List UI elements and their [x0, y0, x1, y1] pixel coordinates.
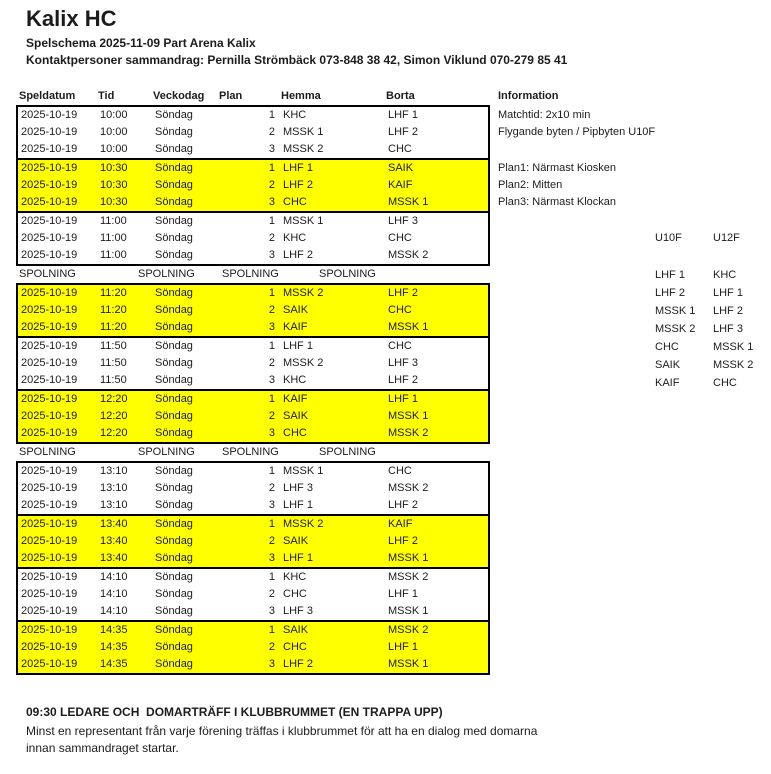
- col-header-plan: Plan: [219, 90, 243, 102]
- match-row: [18, 408, 488, 425]
- spolning-label: SPOLNING: [138, 268, 195, 280]
- cell-home: KAIF: [283, 321, 308, 333]
- cell-plan: 1: [268, 571, 275, 583]
- match-group: [16, 567, 490, 622]
- cell-day: Söndag: [155, 535, 193, 547]
- cell-plan: 1: [268, 215, 275, 227]
- cell-day: Söndag: [155, 162, 193, 174]
- col-header-information: Information: [498, 90, 559, 102]
- cell-plan: 1: [268, 393, 275, 405]
- cell-date: 2025-10-19: [21, 179, 78, 191]
- cell-plan: 2: [268, 232, 275, 244]
- match-row: [18, 302, 488, 319]
- cell-home: LHF 3: [283, 482, 313, 494]
- cell-away: KAIF: [388, 179, 413, 191]
- cell-home: MSSK 2: [283, 357, 324, 369]
- cell-away: MSSK 2: [388, 624, 429, 636]
- meeting-note-line1: Minst en representant från varje förening träffas i klubbrummet för att ha en dialog med domarna: [26, 724, 538, 738]
- cell-date: 2025-10-19: [21, 588, 78, 600]
- cell-day: Söndag: [155, 143, 193, 155]
- cell-day: Söndag: [155, 605, 193, 617]
- cell-date: 2025-10-19: [21, 109, 78, 121]
- cell-date: 2025-10-19: [21, 518, 78, 530]
- cell-date: 2025-10-19: [21, 374, 78, 386]
- cell-home: MSSK 1: [283, 465, 324, 477]
- cell-time: 13:40: [100, 518, 128, 530]
- match-row: [18, 194, 488, 211]
- spolning-label: SPOLNING: [222, 268, 279, 280]
- spolning-label: SPOLNING: [319, 268, 376, 280]
- cell-plan: 1: [268, 109, 275, 121]
- cell-day: Söndag: [155, 552, 193, 564]
- cell-time: 14:35: [100, 641, 128, 653]
- cell-date: 2025-10-19: [21, 571, 78, 583]
- cell-day: Söndag: [155, 499, 193, 511]
- cell-away: MSSK 1: [388, 552, 429, 564]
- cell-date: 2025-10-19: [21, 357, 78, 369]
- cell-plan: 3: [268, 499, 275, 511]
- spolning-label: SPOLNING: [19, 446, 76, 458]
- cell-time: 14:10: [100, 605, 128, 617]
- cell-date: 2025-10-19: [21, 535, 78, 547]
- cell-home: MSSK 2: [283, 287, 324, 299]
- cell-away: MSSK 1: [388, 321, 429, 333]
- cell-home: CHC: [283, 588, 307, 600]
- cell-date: 2025-10-19: [21, 321, 78, 333]
- team-item: CHC: [713, 377, 737, 389]
- col-header-veckodag: Veckodag: [153, 90, 205, 102]
- cell-time: 14:10: [100, 571, 128, 583]
- cell-date: 2025-10-19: [21, 162, 78, 174]
- cell-home: CHC: [283, 427, 307, 439]
- cell-date: 2025-10-19: [21, 465, 78, 477]
- info-plan1: Plan1: Närmast Kiosken: [498, 162, 616, 174]
- match-row: [18, 230, 488, 247]
- u12f-header: U12F: [713, 232, 740, 244]
- cell-away: CHC: [388, 232, 412, 244]
- cell-day: Söndag: [155, 196, 193, 208]
- cell-day: Söndag: [155, 571, 193, 583]
- cell-date: 2025-10-19: [21, 215, 78, 227]
- info-matchtid: Matchtid: 2x10 min: [498, 109, 591, 121]
- cell-home: MSSK 1: [283, 126, 324, 138]
- cell-date: 2025-10-19: [21, 232, 78, 244]
- cell-plan: 1: [268, 518, 275, 530]
- cell-home: MSSK 2: [283, 143, 324, 155]
- cell-time: 10:30: [100, 196, 128, 208]
- cell-plan: 2: [268, 357, 275, 369]
- cell-date: 2025-10-19: [21, 641, 78, 653]
- cell-home: KAIF: [283, 393, 308, 405]
- match-row: [18, 656, 488, 673]
- cell-date: 2025-10-19: [21, 143, 78, 155]
- meeting-note-line2: innan sammandraget startar.: [26, 741, 179, 755]
- cell-plan: 1: [268, 340, 275, 352]
- match-row: [18, 622, 488, 639]
- match-groups: [16, 105, 490, 675]
- team-item: LHF 2: [713, 305, 743, 317]
- cell-time: 11:50: [100, 374, 127, 386]
- cell-day: Söndag: [155, 287, 193, 299]
- match-group: [16, 461, 490, 516]
- col-header-speldatum: Speldatum: [19, 90, 76, 102]
- cell-time: 11:00: [100, 249, 127, 261]
- cell-time: 10:30: [100, 162, 128, 174]
- cell-plan: 2: [268, 410, 275, 422]
- cell-home: KHC: [283, 374, 307, 386]
- team-item: SAIK: [655, 359, 681, 371]
- cell-day: Söndag: [155, 374, 193, 386]
- cell-plan: 3: [268, 321, 275, 333]
- match-row: [18, 639, 488, 656]
- match-row: [18, 497, 488, 514]
- cell-day: Söndag: [155, 482, 193, 494]
- cell-day: Söndag: [155, 304, 193, 316]
- cell-time: 11:50: [100, 357, 127, 369]
- match-row: [18, 550, 488, 567]
- cell-time: 12:20: [100, 427, 128, 439]
- cell-time: 13:10: [100, 482, 128, 494]
- match-row: [18, 533, 488, 550]
- cell-home: LHF 1: [283, 552, 313, 564]
- cell-date: 2025-10-19: [21, 499, 78, 511]
- cell-time: 12:20: [100, 410, 128, 422]
- cell-plan: 1: [268, 624, 275, 636]
- match-row: [18, 177, 488, 194]
- spolning-label: SPOLNING: [222, 446, 279, 458]
- cell-away: MSSK 1: [388, 658, 429, 670]
- cell-away: LHF 1: [388, 393, 418, 405]
- cell-date: 2025-10-19: [21, 249, 78, 261]
- cell-away: CHC: [388, 340, 412, 352]
- cell-day: Söndag: [155, 126, 193, 138]
- table-header-row: [16, 88, 490, 105]
- cell-time: 14:35: [100, 658, 128, 670]
- spolning-row: [16, 444, 490, 461]
- match-row: [18, 603, 488, 620]
- cell-time: 11:20: [100, 304, 127, 316]
- page-title: Kalix HC: [26, 6, 117, 31]
- match-row: [18, 107, 488, 124]
- cell-time: 11:20: [100, 287, 127, 299]
- contacts-line: Kontaktpersoner sammandrag: Pernilla Strömbäck 073-848 38 42, Simon Viklund 070-279 85 41: [26, 53, 568, 67]
- col-header-hemma: Hemma: [281, 90, 321, 102]
- match-group: [16, 105, 490, 160]
- cell-away: LHF 2: [388, 374, 418, 386]
- cell-plan: 2: [268, 535, 275, 547]
- match-group-highlighted: [16, 620, 490, 675]
- team-item: KAIF: [655, 377, 680, 389]
- cell-home: MSSK 1: [283, 215, 324, 227]
- cell-away: CHC: [388, 143, 412, 155]
- cell-away: MSSK 2: [388, 482, 429, 494]
- cell-plan: 1: [268, 162, 275, 174]
- u12f-team-list: [713, 266, 753, 392]
- match-group: [16, 211, 490, 266]
- meeting-heading: 09:30 LEDARE OCH DOMARTRÄFF I KLUBBRUMMET (EN TRAPPA UPP): [26, 705, 443, 719]
- team-item: LHF 3: [713, 323, 743, 335]
- cell-date: 2025-10-19: [21, 605, 78, 617]
- cell-home: LHF 1: [283, 340, 313, 352]
- spolning-label: SPOLNING: [138, 446, 195, 458]
- cell-away: MSSK 2: [388, 571, 429, 583]
- match-group-highlighted: [16, 389, 490, 444]
- match-row: [18, 586, 488, 603]
- match-group-highlighted: [16, 514, 490, 569]
- cell-day: Söndag: [155, 393, 193, 405]
- cell-plan: 3: [268, 196, 275, 208]
- cell-home: LHF 2: [283, 658, 313, 670]
- cell-day: Söndag: [155, 427, 193, 439]
- cell-away: LHF 3: [388, 357, 418, 369]
- cell-plan: 2: [268, 641, 275, 653]
- cell-away: LHF 2: [388, 535, 418, 547]
- cell-date: 2025-10-19: [21, 410, 78, 422]
- cell-day: Söndag: [155, 410, 193, 422]
- cell-date: 2025-10-19: [21, 287, 78, 299]
- cell-day: Söndag: [155, 641, 193, 653]
- cell-home: SAIK: [283, 624, 309, 636]
- match-row: [18, 141, 488, 158]
- team-item: LHF 2: [655, 287, 685, 299]
- cell-plan: 2: [268, 588, 275, 600]
- cell-date: 2025-10-19: [21, 427, 78, 439]
- cell-time: 11:00: [100, 232, 127, 244]
- match-row: [18, 355, 488, 372]
- match-group-highlighted: [16, 158, 490, 213]
- match-row: [18, 372, 488, 389]
- cell-away: LHF 2: [388, 499, 418, 511]
- match-group: [16, 336, 490, 391]
- spolning-label: SPOLNING: [19, 268, 76, 280]
- cell-away: MSSK 2: [388, 249, 429, 261]
- cell-away: CHC: [388, 304, 412, 316]
- cell-date: 2025-10-19: [21, 126, 78, 138]
- cell-plan: 1: [268, 465, 275, 477]
- team-item: MSSK 1: [713, 341, 754, 353]
- cell-plan: 3: [268, 605, 275, 617]
- team-item: LHF 1: [713, 287, 743, 299]
- cell-day: Söndag: [155, 249, 193, 261]
- cell-day: Söndag: [155, 588, 193, 600]
- cell-day: Söndag: [155, 215, 193, 227]
- cell-home: KHC: [283, 232, 307, 244]
- cell-away: LHF 3: [388, 215, 418, 227]
- spolning-label: SPOLNING: [319, 446, 376, 458]
- cell-day: Söndag: [155, 518, 193, 530]
- cell-away: CHC: [388, 465, 412, 477]
- match-row: [18, 463, 488, 480]
- cell-plan: 3: [268, 249, 275, 261]
- cell-date: 2025-10-19: [21, 196, 78, 208]
- match-row: [18, 285, 488, 302]
- cell-plan: 2: [268, 126, 275, 138]
- cell-time: 10:00: [100, 109, 128, 121]
- cell-away: LHF 2: [388, 287, 418, 299]
- cell-time: 13:10: [100, 465, 128, 477]
- cell-away: LHF 2: [388, 126, 418, 138]
- cell-time: 14:35: [100, 624, 128, 636]
- match-group-highlighted: [16, 283, 490, 338]
- u10f-team-list: [655, 266, 695, 392]
- cell-away: MSSK 1: [388, 605, 429, 617]
- cell-away: MSSK 1: [388, 410, 429, 422]
- team-item: MSSK 2: [655, 323, 696, 335]
- cell-home: SAIK: [283, 304, 309, 316]
- cell-plan: 3: [268, 427, 275, 439]
- cell-plan: 3: [268, 552, 275, 564]
- cell-home: LHF 1: [283, 162, 313, 174]
- cell-date: 2025-10-19: [21, 340, 78, 352]
- cell-away: LHF 1: [388, 109, 418, 121]
- cell-time: 10:00: [100, 143, 128, 155]
- cell-time: 13:40: [100, 552, 128, 564]
- team-item: MSSK 1: [655, 305, 696, 317]
- cell-home: KHC: [283, 571, 307, 583]
- match-row: [18, 425, 488, 442]
- cell-away: MSSK 2: [388, 427, 429, 439]
- cell-plan: 2: [268, 304, 275, 316]
- cell-date: 2025-10-19: [21, 624, 78, 636]
- info-plan3: Plan3: Närmast Klockan: [498, 196, 616, 208]
- cell-away: SAIK: [388, 162, 414, 174]
- cell-time: 13:10: [100, 499, 128, 511]
- col-header-borta: Borta: [386, 90, 415, 102]
- cell-date: 2025-10-19: [21, 393, 78, 405]
- match-row: [18, 516, 488, 533]
- team-item: LHF 1: [655, 269, 685, 281]
- cell-home: KHC: [283, 109, 307, 121]
- cell-plan: 3: [268, 374, 275, 386]
- u10f-header: U10F: [655, 232, 682, 244]
- cell-home: LHF 3: [283, 605, 313, 617]
- cell-time: 11:50: [100, 340, 127, 352]
- team-item: MSSK 2: [713, 359, 754, 371]
- cell-day: Söndag: [155, 465, 193, 477]
- match-row: [18, 480, 488, 497]
- cell-away: KAIF: [388, 518, 413, 530]
- cell-home: LHF 2: [283, 249, 313, 261]
- match-row: [18, 338, 488, 355]
- team-item: KHC: [713, 269, 737, 281]
- cell-away: LHF 1: [388, 588, 418, 600]
- match-row: [18, 391, 488, 408]
- cell-plan: 3: [268, 658, 275, 670]
- cell-plan: 3: [268, 143, 275, 155]
- cell-plan: 2: [268, 482, 275, 494]
- match-row: [18, 213, 488, 230]
- cell-time: 14:10: [100, 588, 128, 600]
- cell-day: Söndag: [155, 109, 193, 121]
- cell-day: Söndag: [155, 232, 193, 244]
- cell-time: 10:00: [100, 126, 128, 138]
- cell-time: 10:30: [100, 179, 128, 191]
- cell-day: Söndag: [155, 340, 193, 352]
- info-flygande-byten: Flygande byten / Pipbyten U10F: [498, 126, 656, 138]
- cell-home: SAIK: [283, 410, 309, 422]
- team-item: CHC: [655, 341, 679, 353]
- cell-day: Söndag: [155, 321, 193, 333]
- spolning-row: [16, 266, 490, 283]
- col-header-tid: Tid: [98, 90, 115, 102]
- cell-date: 2025-10-19: [21, 482, 78, 494]
- cell-home: SAIK: [283, 535, 309, 547]
- cell-time: 11:00: [100, 215, 127, 227]
- cell-day: Söndag: [155, 357, 193, 369]
- schedule-table: [16, 88, 490, 675]
- cell-plan: 2: [268, 179, 275, 191]
- cell-date: 2025-10-19: [21, 304, 78, 316]
- cell-home: LHF 2: [283, 179, 313, 191]
- match-row: [18, 124, 488, 141]
- cell-home: LHF 1: [283, 499, 313, 511]
- cell-date: 2025-10-19: [21, 658, 78, 670]
- cell-day: Söndag: [155, 658, 193, 670]
- cell-date: 2025-10-19: [21, 552, 78, 564]
- cell-away: LHF 1: [388, 641, 418, 653]
- cell-time: 11:20: [100, 321, 127, 333]
- cell-home: MSSK 2: [283, 518, 324, 530]
- cell-time: 12:20: [100, 393, 128, 405]
- cell-time: 13:40: [100, 535, 128, 547]
- match-row: [18, 319, 488, 336]
- cell-plan: 1: [268, 287, 275, 299]
- cell-day: Söndag: [155, 624, 193, 636]
- match-row: [18, 160, 488, 177]
- cell-away: MSSK 1: [388, 196, 429, 208]
- match-row: [18, 247, 488, 264]
- cell-home: CHC: [283, 196, 307, 208]
- match-row: [18, 569, 488, 586]
- schedule-subtitle: Spelschema 2025-11-09 Part Arena Kalix: [26, 36, 256, 50]
- cell-day: Söndag: [155, 179, 193, 191]
- info-plan2: Plan2: Mitten: [498, 179, 563, 191]
- cell-home: CHC: [283, 641, 307, 653]
